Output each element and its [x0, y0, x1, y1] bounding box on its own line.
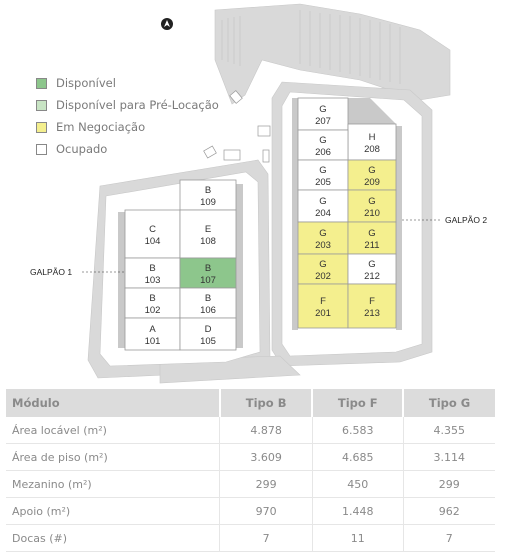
- unit-number: 206: [315, 147, 331, 158]
- table-cell: 7: [220, 525, 313, 552]
- unit-letter: G: [319, 259, 327, 270]
- unit-number: 208: [364, 144, 380, 155]
- unit-number: 109: [200, 197, 216, 208]
- unit-number: 207: [315, 116, 331, 127]
- unit-203[interactable]: [298, 222, 348, 254]
- table-cell: 4.878: [220, 417, 313, 444]
- legend-item: [36, 138, 219, 160]
- unit-number: 210: [364, 208, 380, 219]
- header-tipo-b: Tipo B: [220, 389, 313, 417]
- unit-letter: G: [368, 196, 376, 207]
- legend: [36, 72, 219, 160]
- table-cell: 1.448: [312, 498, 403, 525]
- unit-106[interactable]: [180, 288, 236, 318]
- unit-207[interactable]: [298, 98, 348, 130]
- unit-number: 101: [144, 336, 161, 347]
- unit-letter: G: [368, 165, 376, 176]
- row-label: Mezanino (m²): [6, 471, 220, 498]
- unit-letter: G: [319, 135, 327, 146]
- specs-table: [6, 389, 495, 552]
- unit-208[interactable]: [348, 124, 396, 160]
- unit-number: 204: [315, 208, 331, 219]
- unit-number: 108: [200, 236, 216, 247]
- legend-swatch: [36, 122, 47, 133]
- table-cell: 299: [220, 471, 313, 498]
- legend-label: Disponível: [56, 76, 116, 90]
- unit-104[interactable]: [125, 210, 180, 258]
- unit-letter: D: [204, 324, 212, 335]
- unit-letter: F: [320, 296, 326, 307]
- unit-103[interactable]: [125, 258, 180, 288]
- unit-number: 107: [200, 275, 216, 286]
- table-cell: 962: [403, 498, 495, 525]
- unit-number: 211: [364, 240, 380, 251]
- unit-202[interactable]: [298, 254, 348, 284]
- galpao-1-label: GALPÃO 1: [30, 267, 73, 277]
- unit-letter: G: [319, 104, 327, 115]
- unit-number: 205: [315, 177, 331, 188]
- unit-letter: B: [149, 293, 156, 304]
- unit-107[interactable]: [180, 258, 236, 288]
- table-header-row: [6, 389, 495, 417]
- galpao-2-label: GALPÃO 2: [445, 215, 488, 225]
- unit-206[interactable]: [298, 130, 348, 160]
- unit-letter: G: [368, 259, 376, 270]
- unit-letter: A: [149, 324, 156, 335]
- table-cell: 450: [312, 471, 403, 498]
- table-cell: 299: [403, 471, 495, 498]
- unit-letter: C: [149, 224, 156, 235]
- legend-item: [36, 72, 219, 94]
- legend-swatch: [36, 78, 47, 89]
- unit-212[interactable]: [348, 254, 396, 284]
- unit-letter: G: [319, 228, 327, 239]
- unit-number: 212: [364, 271, 380, 282]
- unit-213[interactable]: [348, 284, 396, 328]
- legend-item: [36, 116, 219, 138]
- unit-number: 106: [200, 305, 216, 316]
- unit-204[interactable]: [298, 190, 348, 222]
- table-row: [6, 498, 495, 525]
- unit-number: 202: [315, 271, 331, 282]
- unit-letter: B: [149, 263, 156, 274]
- unit-210[interactable]: [348, 190, 396, 222]
- row-label: Docas (#): [6, 525, 220, 552]
- unit-number: 209: [364, 177, 380, 188]
- table-row: [6, 525, 495, 552]
- legend-label: Em Negociação: [56, 120, 146, 134]
- compass-icon: [161, 18, 173, 30]
- unit-number: 213: [364, 308, 380, 319]
- legend-item: [36, 94, 219, 116]
- unit-letter: B: [204, 263, 212, 274]
- unit-letter: B: [204, 185, 212, 196]
- unit-205[interactable]: [298, 160, 348, 190]
- unit-105[interactable]: [180, 318, 236, 350]
- unit-letter: G: [368, 228, 376, 239]
- table-cell: 4.685: [312, 444, 403, 471]
- row-label: Área locável (m²): [6, 417, 220, 444]
- header-tipo-g: Tipo G: [403, 389, 495, 417]
- table-cell: 11: [312, 525, 403, 552]
- unit-109[interactable]: [180, 180, 236, 210]
- table-cell: 4.355: [403, 417, 495, 444]
- unit-letter: G: [319, 165, 327, 176]
- unit-211[interactable]: [348, 222, 396, 254]
- table-row: [6, 444, 495, 471]
- unit-number: 103: [144, 275, 161, 286]
- legend-swatch: [36, 100, 47, 111]
- header-tipo-f: Tipo F: [312, 389, 403, 417]
- row-label: Área de piso (m²): [6, 444, 220, 471]
- unit-201[interactable]: [298, 284, 348, 328]
- unit-letter: E: [204, 224, 212, 235]
- unit-number: 105: [200, 336, 216, 347]
- unit-108[interactable]: [180, 210, 236, 258]
- unit-letter: F: [369, 296, 375, 307]
- galpao-2: [292, 98, 402, 330]
- legend-label: Disponível para Pré-Locação: [56, 98, 219, 112]
- legend-label: Ocupado: [56, 142, 108, 156]
- unit-letter: G: [319, 196, 327, 207]
- unit-number: 203: [315, 240, 331, 251]
- unit-209[interactable]: [348, 160, 396, 190]
- table-cell: 7: [403, 525, 495, 552]
- unit-101[interactable]: [125, 318, 180, 350]
- table-cell: 6.583: [312, 417, 403, 444]
- unit-number: 104: [144, 236, 161, 247]
- legend-swatch: [36, 144, 47, 155]
- header-modulo: Módulo: [6, 389, 220, 417]
- unit-letter: H: [368, 132, 376, 143]
- table-cell: 970: [220, 498, 313, 525]
- table-row: [6, 417, 495, 444]
- table-cell: 3.114: [403, 444, 495, 471]
- unit-letter: B: [204, 293, 212, 304]
- unit-number: 102: [144, 305, 161, 316]
- unit-number: 201: [315, 308, 331, 319]
- table-cell: 3.609: [220, 444, 313, 471]
- unit-102[interactable]: [125, 288, 180, 318]
- table-row: [6, 471, 495, 498]
- row-label: Apoio (m²): [6, 498, 220, 525]
